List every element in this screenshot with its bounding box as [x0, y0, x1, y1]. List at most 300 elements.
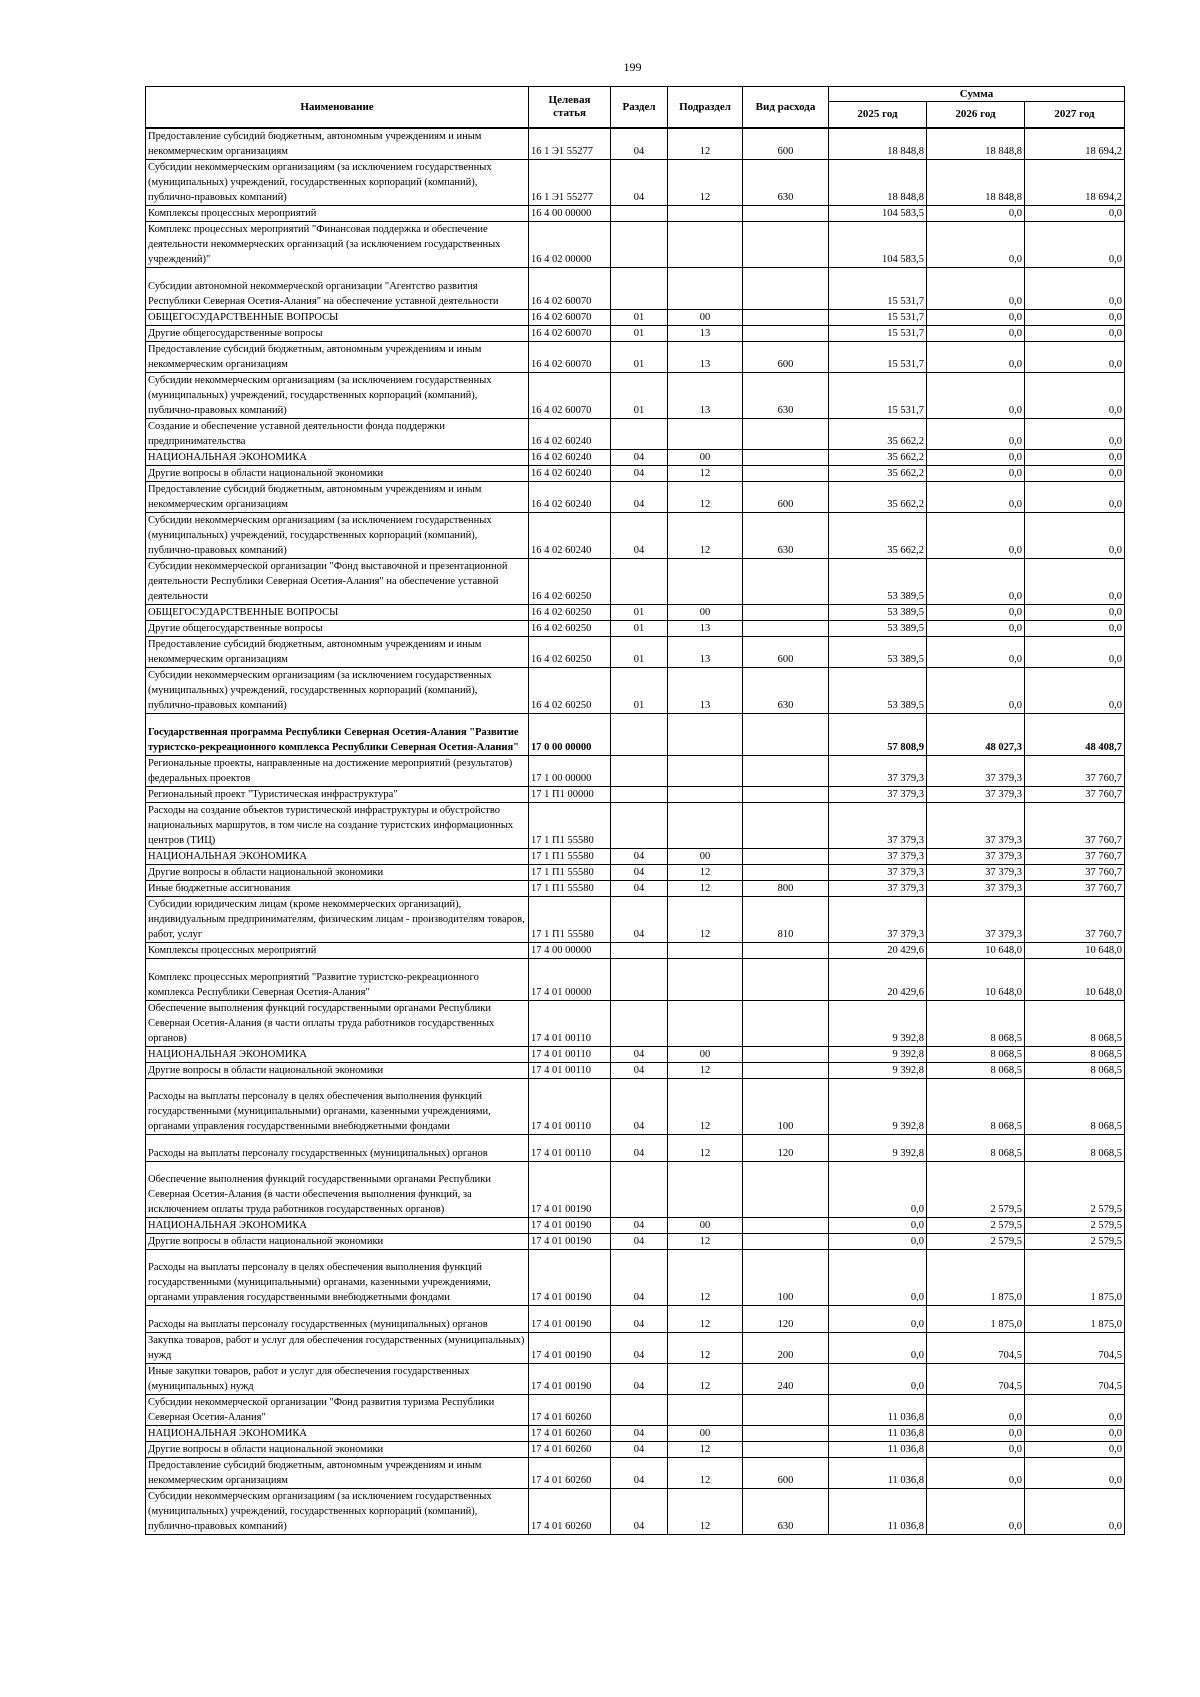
- row-section: [611, 206, 668, 222]
- row-sum-2025: 0,0: [829, 1218, 927, 1234]
- row-subsection: 12: [668, 865, 743, 881]
- row-name: Субсидии некоммерческой организации "Фонд развития туризма Республики Северная Осетия-Алания": [146, 1395, 529, 1426]
- row-sum-2025: 11 036,8: [829, 1489, 927, 1535]
- row-sum-2026: 0,0: [927, 1395, 1025, 1426]
- row-sum-2026: 0,0: [927, 1458, 1025, 1489]
- row-section: 04: [611, 466, 668, 482]
- row-subsection: 13: [668, 668, 743, 714]
- row-sum-2026: 18 848,8: [927, 128, 1025, 160]
- row-expense-type: [743, 621, 829, 637]
- row-expense-type: 600: [743, 1458, 829, 1489]
- row-name: Комплексы процессных мероприятий: [146, 206, 529, 222]
- row-expense-type: [743, 943, 829, 959]
- row-sum-2026: 8 068,5: [927, 1079, 1025, 1135]
- row-subsection: 12: [668, 1063, 743, 1079]
- row-section: [611, 559, 668, 605]
- row-subsection: 12: [668, 482, 743, 513]
- row-sum-2026: 37 379,3: [927, 881, 1025, 897]
- row-sum-2025: 15 531,7: [829, 268, 927, 310]
- table-row: [146, 943, 1125, 959]
- table-row: [146, 1442, 1125, 1458]
- row-expense-type: [743, 1001, 829, 1047]
- row-sum-2025: 37 379,3: [829, 865, 927, 881]
- row-target-code: 17 1 П1 55580: [529, 803, 611, 849]
- row-subsection: 12: [668, 1079, 743, 1135]
- row-subsection: 13: [668, 373, 743, 419]
- table-row: [146, 881, 1125, 897]
- row-name: Обеспечение выполнения функций государственными органами Республики Северная Осетия-Алания (в части обеспечения выполнения функций, за исключением оплаты труда работников государственных органов): [146, 1162, 529, 1218]
- row-target-code: 17 4 01 00110: [529, 1001, 611, 1047]
- row-sum-2025: 20 429,6: [829, 943, 927, 959]
- row-section: 04: [611, 881, 668, 897]
- row-sum-2027: 37 760,7: [1025, 756, 1125, 787]
- row-section: [611, 803, 668, 849]
- row-sum-2027: 704,5: [1025, 1364, 1125, 1395]
- row-sum-2027: 10 648,0: [1025, 943, 1125, 959]
- row-expense-type: 600: [743, 637, 829, 668]
- row-sum-2026: 704,5: [927, 1333, 1025, 1364]
- row-section: 04: [611, 1135, 668, 1162]
- row-target-code: 17 4 01 00190: [529, 1162, 611, 1218]
- row-expense-type: [743, 419, 829, 450]
- table-row: [146, 1218, 1125, 1234]
- row-name: Другие вопросы в области национальной экономики: [146, 466, 529, 482]
- row-sum-2027: 37 760,7: [1025, 849, 1125, 865]
- row-expense-type: [743, 1063, 829, 1079]
- row-sum-2027: 37 760,7: [1025, 865, 1125, 881]
- header-target: Целевая статья: [529, 87, 611, 129]
- row-expense-type: 600: [743, 128, 829, 160]
- row-name: Предоставление субсидий бюджетным, автономным учреждениям и иным некоммерческим организациям: [146, 342, 529, 373]
- row-sum-2027: 37 760,7: [1025, 803, 1125, 849]
- row-sum-2026: 0,0: [927, 559, 1025, 605]
- table-row: [146, 787, 1125, 803]
- table-row: [146, 342, 1125, 373]
- row-sum-2026: 0,0: [927, 466, 1025, 482]
- row-sum-2026: 0,0: [927, 621, 1025, 637]
- row-section: 04: [611, 1047, 668, 1063]
- table-row: [146, 206, 1125, 222]
- row-sum-2027: 1 875,0: [1025, 1306, 1125, 1333]
- row-target-code: 17 4 01 00190: [529, 1306, 611, 1333]
- table-row: [146, 1395, 1125, 1426]
- row-target-code: 16 4 02 00000: [529, 222, 611, 268]
- row-sum-2025: 37 379,3: [829, 756, 927, 787]
- row-sum-2026: 37 379,3: [927, 756, 1025, 787]
- table-row: [146, 268, 1125, 310]
- row-section: [611, 1001, 668, 1047]
- row-sum-2027: 2 579,5: [1025, 1218, 1125, 1234]
- row-sum-2027: 0,0: [1025, 482, 1125, 513]
- row-target-code: 17 4 01 00190: [529, 1364, 611, 1395]
- row-name: Государственная программа Республики Северная Осетия-Алания "Развитие туристско-рекреационного комплекса Республики Северная Осетия-Алания": [146, 714, 529, 756]
- row-sum-2026: 0,0: [927, 1426, 1025, 1442]
- row-subsection: 00: [668, 1426, 743, 1442]
- row-subsection: 12: [668, 1333, 743, 1364]
- row-sum-2026: 0,0: [927, 310, 1025, 326]
- row-target-code: 16 1 Э1 55277: [529, 160, 611, 206]
- row-sum-2026: 0,0: [927, 1442, 1025, 1458]
- row-section: [611, 419, 668, 450]
- row-subsection: 12: [668, 1135, 743, 1162]
- row-target-code: 16 4 02 60240: [529, 466, 611, 482]
- row-sum-2027: 0,0: [1025, 1458, 1125, 1489]
- row-sum-2026: 0,0: [927, 222, 1025, 268]
- row-sum-2025: 0,0: [829, 1162, 927, 1218]
- row-name: Субсидии некоммерческой организации "Фонд выставочной и презентационной деятельности Республики Северная Осетия-Алания" на обеспечение уставной деятельности: [146, 559, 529, 605]
- row-target-code: 16 1 Э1 55277: [529, 128, 611, 160]
- row-expense-type: [743, 714, 829, 756]
- table-row: [146, 466, 1125, 482]
- row-section: 04: [611, 160, 668, 206]
- row-sum-2026: 1 875,0: [927, 1250, 1025, 1306]
- row-sum-2025: 37 379,3: [829, 881, 927, 897]
- row-sum-2025: 35 662,2: [829, 482, 927, 513]
- row-target-code: 17 1 П1 55580: [529, 897, 611, 943]
- row-sum-2026: 0,0: [927, 482, 1025, 513]
- row-section: 04: [611, 128, 668, 160]
- table-row: [146, 1079, 1125, 1135]
- row-sum-2026: 0,0: [927, 668, 1025, 714]
- header-subsection: Подраздел: [668, 87, 743, 129]
- table-row: [146, 1001, 1125, 1047]
- row-target-code: 17 1 П1 55580: [529, 849, 611, 865]
- row-sum-2027: 10 648,0: [1025, 959, 1125, 1001]
- row-name: Иные закупки товаров, работ и услуг для обеспечения государственных (муниципальных) нужд: [146, 1364, 529, 1395]
- page-number: 199: [623, 60, 642, 74]
- table-row: [146, 559, 1125, 605]
- row-sum-2027: 37 760,7: [1025, 787, 1125, 803]
- row-sum-2026: 0,0: [927, 206, 1025, 222]
- row-expense-type: 630: [743, 668, 829, 714]
- row-target-code: 17 1 П1 55580: [529, 881, 611, 897]
- row-name: Региональный проект "Туристическая инфраструктура": [146, 787, 529, 803]
- row-sum-2027: 0,0: [1025, 222, 1125, 268]
- row-subsection: [668, 559, 743, 605]
- row-sum-2027: 0,0: [1025, 373, 1125, 419]
- row-subsection: 00: [668, 1218, 743, 1234]
- row-sum-2026: 37 379,3: [927, 787, 1025, 803]
- row-sum-2026: 8 068,5: [927, 1135, 1025, 1162]
- row-sum-2027: 0,0: [1025, 513, 1125, 559]
- row-target-code: 17 4 01 00110: [529, 1079, 611, 1135]
- row-name: Расходы на создание объектов туристической инфраструктуры и обустройство национальных маршрутов, в том числе на создание туристских информационных центров (ТИЦ): [146, 803, 529, 849]
- row-expense-type: [743, 559, 829, 605]
- row-target-code: 17 4 01 00110: [529, 1135, 611, 1162]
- row-section: [611, 1395, 668, 1426]
- row-section: [611, 1162, 668, 1218]
- row-expense-type: [743, 1047, 829, 1063]
- row-sum-2027: 2 579,5: [1025, 1162, 1125, 1218]
- row-name: ОБЩЕГОСУДАРСТВЕННЫЕ ВОПРОСЫ: [146, 605, 529, 621]
- row-name: Региональные проекты, направленные на достижение мероприятий (результатов) федеральных проектов: [146, 756, 529, 787]
- row-sum-2025: 15 531,7: [829, 326, 927, 342]
- row-subsection: 12: [668, 897, 743, 943]
- row-section: 04: [611, 1063, 668, 1079]
- row-section: [611, 714, 668, 756]
- row-name: Субсидии некоммерческим организациям (за исключением государственных (муниципальных) учреждений, государственных корпораций (компаний), публично-правовых компаний): [146, 1489, 529, 1535]
- table-row: [146, 668, 1125, 714]
- row-sum-2027: 0,0: [1025, 1395, 1125, 1426]
- row-sum-2025: 15 531,7: [829, 373, 927, 419]
- row-sum-2026: 0,0: [927, 268, 1025, 310]
- row-expense-type: [743, 1426, 829, 1442]
- row-name: Иные бюджетные ассигнования: [146, 881, 529, 897]
- row-sum-2026: 8 068,5: [927, 1063, 1025, 1079]
- row-sum-2025: 9 392,8: [829, 1079, 927, 1135]
- row-target-code: 16 4 02 60250: [529, 605, 611, 621]
- table-row: [146, 1234, 1125, 1250]
- row-section: [611, 222, 668, 268]
- row-expense-type: [743, 310, 829, 326]
- row-sum-2026: 1 875,0: [927, 1306, 1025, 1333]
- row-name: Субсидии юридическим лицам (кроме некоммерческих организаций), индивидуальным предпринимателям, физическим лицам - производителям товаров, работ, услуг: [146, 897, 529, 943]
- header-sum: Сумма: [829, 87, 1125, 102]
- row-sum-2025: 18 848,8: [829, 128, 927, 160]
- row-subsection: [668, 756, 743, 787]
- row-target-code: 17 4 01 00190: [529, 1218, 611, 1234]
- row-section: 04: [611, 865, 668, 881]
- row-expense-type: [743, 206, 829, 222]
- row-section: [611, 756, 668, 787]
- table-row: [146, 513, 1125, 559]
- row-sum-2025: 11 036,8: [829, 1395, 927, 1426]
- row-sum-2027: 0,0: [1025, 450, 1125, 466]
- row-target-code: 16 4 02 60250: [529, 559, 611, 605]
- row-subsection: [668, 1162, 743, 1218]
- row-sum-2025: 53 389,5: [829, 668, 927, 714]
- row-sum-2025: 35 662,2: [829, 466, 927, 482]
- row-sum-2026: 18 848,8: [927, 160, 1025, 206]
- row-subsection: 12: [668, 1458, 743, 1489]
- row-expense-type: [743, 222, 829, 268]
- table-row: [146, 897, 1125, 943]
- row-section: 04: [611, 1079, 668, 1135]
- row-subsection: 12: [668, 466, 743, 482]
- table-row: [146, 160, 1125, 206]
- table-row: [146, 803, 1125, 849]
- row-name: Другие вопросы в области национальной экономики: [146, 865, 529, 881]
- table-row: [146, 482, 1125, 513]
- row-sum-2025: 15 531,7: [829, 310, 927, 326]
- row-sum-2026: 0,0: [927, 342, 1025, 373]
- row-section: 01: [611, 637, 668, 668]
- row-sum-2025: 53 389,5: [829, 637, 927, 668]
- row-target-code: 17 4 01 60260: [529, 1458, 611, 1489]
- row-sum-2027: 704,5: [1025, 1333, 1125, 1364]
- table-row: [146, 1135, 1125, 1162]
- row-target-code: 17 4 01 60260: [529, 1395, 611, 1426]
- row-subsection: [668, 943, 743, 959]
- header-2027: 2027 год: [1025, 102, 1125, 129]
- row-target-code: 16 4 02 60250: [529, 621, 611, 637]
- row-expense-type: [743, 326, 829, 342]
- row-sum-2027: 0,0: [1025, 1489, 1125, 1535]
- row-sum-2026: 0,0: [927, 419, 1025, 450]
- table-row: [146, 1458, 1125, 1489]
- row-expense-type: 600: [743, 342, 829, 373]
- row-expense-type: 240: [743, 1364, 829, 1395]
- row-section: 04: [611, 897, 668, 943]
- row-expense-type: 630: [743, 160, 829, 206]
- row-sum-2027: 18 694,2: [1025, 160, 1125, 206]
- header-2025: 2025 год: [829, 102, 927, 129]
- row-name: Другие общегосударственные вопросы: [146, 621, 529, 637]
- row-sum-2027: 0,0: [1025, 605, 1125, 621]
- row-name: Другие вопросы в области национальной экономики: [146, 1442, 529, 1458]
- row-target-code: 17 4 01 00190: [529, 1250, 611, 1306]
- row-subsection: 12: [668, 1250, 743, 1306]
- row-expense-type: 120: [743, 1306, 829, 1333]
- row-subsection: [668, 1395, 743, 1426]
- table-row: [146, 1306, 1125, 1333]
- row-target-code: 17 0 00 00000: [529, 714, 611, 756]
- row-name: Предоставление субсидий бюджетным, автономным учреждениям и иным некоммерческим организациям: [146, 637, 529, 668]
- table-row: [146, 714, 1125, 756]
- row-section: 01: [611, 605, 668, 621]
- row-sum-2026: 48 027,3: [927, 714, 1025, 756]
- row-section: [611, 787, 668, 803]
- row-subsection: [668, 714, 743, 756]
- row-sum-2026: 37 379,3: [927, 897, 1025, 943]
- row-expense-type: 600: [743, 482, 829, 513]
- table-row: [146, 1333, 1125, 1364]
- row-target-code: 16 4 02 60070: [529, 310, 611, 326]
- row-target-code: 17 4 01 60260: [529, 1442, 611, 1458]
- row-section: 04: [611, 1442, 668, 1458]
- row-sum-2027: 8 068,5: [1025, 1001, 1125, 1047]
- row-subsection: 13: [668, 637, 743, 668]
- row-sum-2025: 57 808,9: [829, 714, 927, 756]
- row-target-code: 17 4 01 00110: [529, 1063, 611, 1079]
- row-target-code: 17 4 01 00000: [529, 959, 611, 1001]
- row-name: Субсидии некоммерческим организациям (за исключением государственных (муниципальных) учреждений, государственных корпораций (компаний), публично-правовых компаний): [146, 513, 529, 559]
- row-sum-2026: 0,0: [927, 450, 1025, 466]
- row-expense-type: [743, 1218, 829, 1234]
- row-expense-type: 630: [743, 513, 829, 559]
- row-section: 01: [611, 326, 668, 342]
- row-expense-type: [743, 787, 829, 803]
- budget-table: [145, 86, 1125, 1535]
- row-name: Другие вопросы в области национальной экономики: [146, 1234, 529, 1250]
- row-subsection: 13: [668, 326, 743, 342]
- row-section: 04: [611, 1306, 668, 1333]
- row-expense-type: [743, 466, 829, 482]
- row-target-code: 17 4 01 00190: [529, 1333, 611, 1364]
- row-name: Закупка товаров, работ и услуг для обеспечения государственных (муниципальных) нужд: [146, 1333, 529, 1364]
- row-subsection: 00: [668, 1047, 743, 1063]
- row-name: Предоставление субсидий бюджетным, автономным учреждениям и иным некоммерческим организациям: [146, 482, 529, 513]
- row-target-code: 16 4 02 60070: [529, 268, 611, 310]
- row-target-code: 17 4 01 60260: [529, 1426, 611, 1442]
- row-expense-type: 810: [743, 897, 829, 943]
- row-expense-type: 630: [743, 373, 829, 419]
- row-target-code: 17 4 01 60260: [529, 1489, 611, 1535]
- row-name: Расходы на выплаты персоналу в целях обеспечения выполнения функций государственными (муниципальными) органами, казенными учреждениями, органами управления государственными внебюджетными фондами: [146, 1079, 529, 1135]
- row-name: Субсидии некоммерческим организациям (за исключением государственных (муниципальных) учреждений, государственных корпораций (компаний), публично-правовых компаний): [146, 373, 529, 419]
- row-sum-2027: 2 579,5: [1025, 1234, 1125, 1250]
- row-subsection: 00: [668, 450, 743, 466]
- row-sum-2026: 8 068,5: [927, 1047, 1025, 1063]
- row-subsection: 00: [668, 310, 743, 326]
- row-sum-2025: 53 389,5: [829, 559, 927, 605]
- row-name: Субсидии некоммерческим организациям (за исключением государственных (муниципальных) учреждений, государственных корпораций (компаний), публично-правовых компаний): [146, 668, 529, 714]
- row-target-code: 16 4 02 60240: [529, 513, 611, 559]
- table-row: [146, 128, 1125, 160]
- row-section: 04: [611, 1458, 668, 1489]
- row-sum-2025: 37 379,3: [829, 849, 927, 865]
- row-name: Субсидии некоммерческим организациям (за исключением государственных (муниципальных) учреждений, государственных корпораций (компаний), публично-правовых компаний): [146, 160, 529, 206]
- row-subsection: [668, 787, 743, 803]
- table-row: [146, 1364, 1125, 1395]
- row-sum-2025: 37 379,3: [829, 803, 927, 849]
- row-target-code: 16 4 02 60240: [529, 419, 611, 450]
- table-row: [146, 1250, 1125, 1306]
- row-name: Создание и обеспечение уставной деятельности фонда поддержки предпринимательства: [146, 419, 529, 450]
- row-section: 04: [611, 513, 668, 559]
- row-target-code: 17 1 П1 00000: [529, 787, 611, 803]
- table-row: [146, 605, 1125, 621]
- row-sum-2026: 37 379,3: [927, 803, 1025, 849]
- row-expense-type: [743, 450, 829, 466]
- table-row: [146, 450, 1125, 466]
- table-row: [146, 849, 1125, 865]
- row-sum-2027: 8 068,5: [1025, 1047, 1125, 1063]
- row-sum-2025: 0,0: [829, 1364, 927, 1395]
- row-sum-2025: 53 389,5: [829, 621, 927, 637]
- row-subsection: [668, 419, 743, 450]
- row-expense-type: [743, 605, 829, 621]
- row-target-code: 16 4 02 60070: [529, 326, 611, 342]
- row-sum-2026: 37 379,3: [927, 849, 1025, 865]
- row-sum-2025: 11 036,8: [829, 1426, 927, 1442]
- table-row: [146, 637, 1125, 668]
- row-subsection: 12: [668, 160, 743, 206]
- row-target-code: 16 4 02 60240: [529, 450, 611, 466]
- row-expense-type: [743, 268, 829, 310]
- row-section: 04: [611, 450, 668, 466]
- row-sum-2027: 0,0: [1025, 559, 1125, 605]
- row-name: Предоставление субсидий бюджетным, автономным учреждениям и иным некоммерческим организациям: [146, 1458, 529, 1489]
- row-name: Другие вопросы в области национальной экономики: [146, 1063, 529, 1079]
- row-expense-type: 200: [743, 1333, 829, 1364]
- row-subsection: 12: [668, 513, 743, 559]
- row-expense-type: [743, 849, 829, 865]
- header-expense-type: Вид расхода: [743, 87, 829, 129]
- row-name: Расходы на выплаты персоналу в целях обеспечения выполнения функций государственными (муниципальными) органами, казенными учреждениями, органами управления государственными внебюджетными фондами: [146, 1250, 529, 1306]
- row-sum-2026: 10 648,0: [927, 959, 1025, 1001]
- row-section: 04: [611, 1364, 668, 1395]
- row-name: ОБЩЕГОСУДАРСТВЕННЫЕ ВОПРОСЫ: [146, 310, 529, 326]
- row-section: [611, 943, 668, 959]
- row-sum-2027: 8 068,5: [1025, 1079, 1125, 1135]
- row-sum-2025: 37 379,3: [829, 787, 927, 803]
- row-expense-type: 800: [743, 881, 829, 897]
- row-sum-2027: 0,0: [1025, 342, 1125, 373]
- row-sum-2025: 104 583,5: [829, 206, 927, 222]
- row-expense-type: 120: [743, 1135, 829, 1162]
- row-name: Субсидии автономной некоммерческой организации "Агентство развития Республики Северная Осетия-Алания" на обеспечение уставной деятельности: [146, 268, 529, 310]
- row-subsection: 12: [668, 1442, 743, 1458]
- row-target-code: 17 1 00 00000: [529, 756, 611, 787]
- row-name: Расходы на выплаты персоналу государственных (муниципальных) органов: [146, 1135, 529, 1162]
- row-subsection: [668, 268, 743, 310]
- row-subsection: 12: [668, 128, 743, 160]
- row-sum-2025: 9 392,8: [829, 1001, 927, 1047]
- row-sum-2025: 18 848,8: [829, 160, 927, 206]
- row-section: 04: [611, 1426, 668, 1442]
- row-section: 01: [611, 668, 668, 714]
